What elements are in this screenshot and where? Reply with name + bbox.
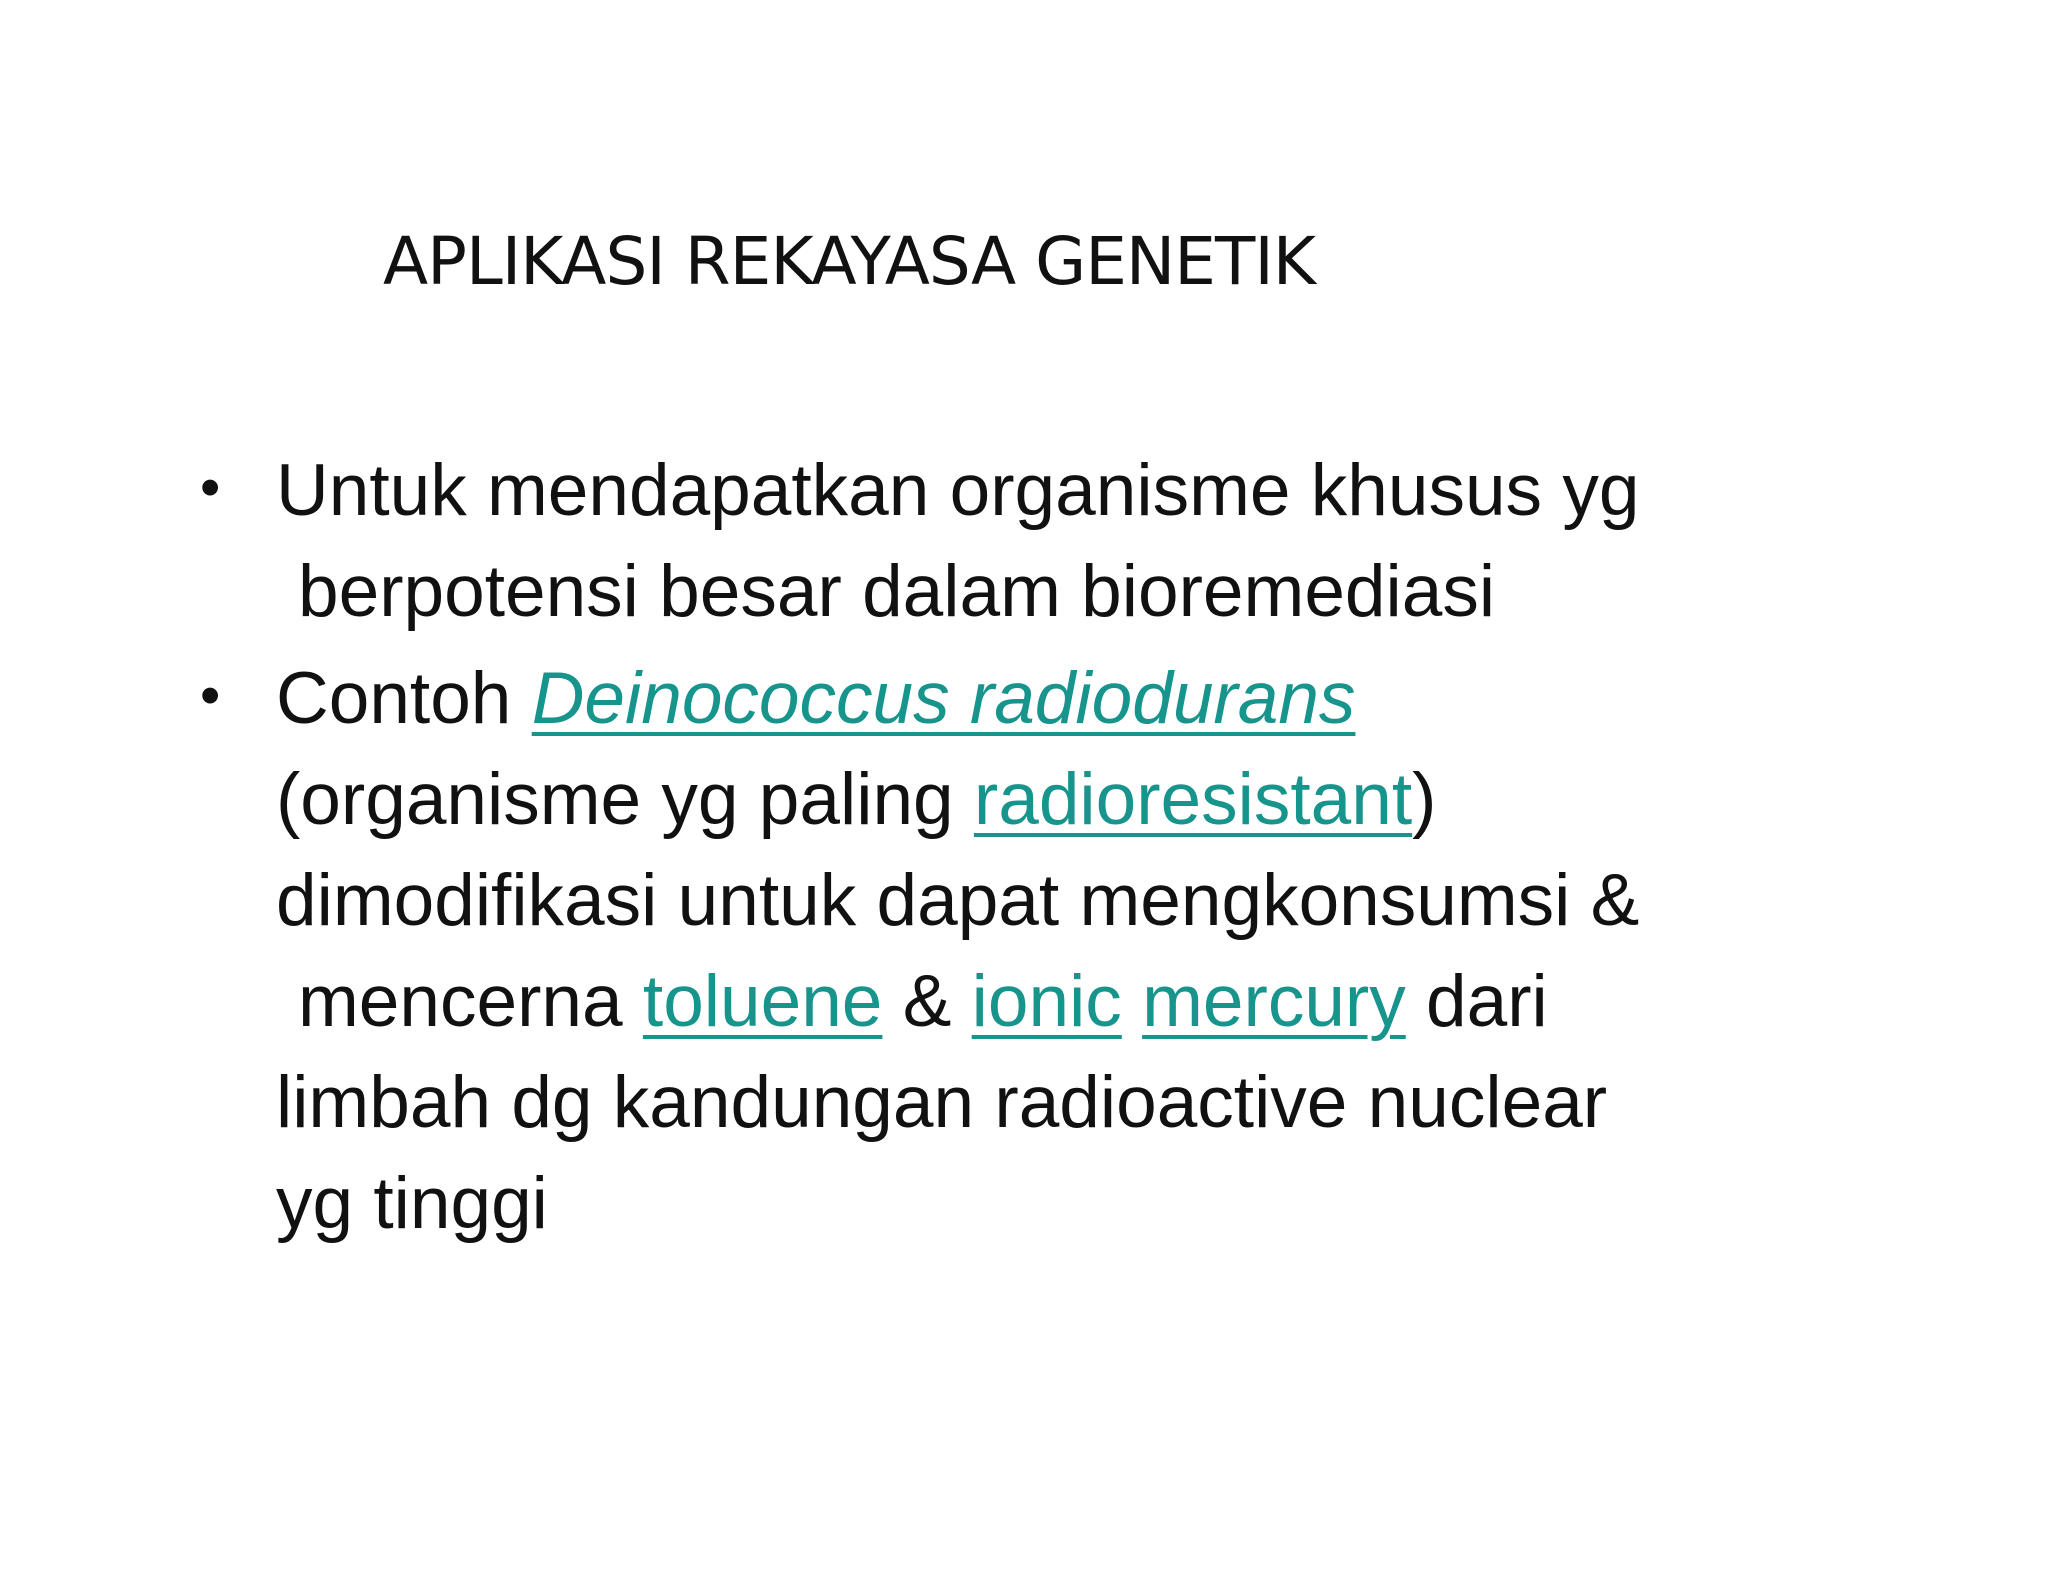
- mencerna-text: mencerna: [298, 961, 643, 1042]
- radioresistant-link[interactable]: radioresistant: [973, 759, 1413, 840]
- bullet-dot: •: [200, 455, 221, 520]
- bullet2-line4: [276, 951, 1639, 1052]
- slide-title: APLIKASI REKAYASA GENETIK: [383, 223, 1316, 300]
- bullet2-line1: [276, 648, 1639, 749]
- space-text: [1122, 961, 1142, 1042]
- mercury-link[interactable]: mercury: [1142, 961, 1406, 1042]
- ionic-link[interactable]: ionic: [971, 961, 1122, 1042]
- bullet1-line2: berpotensi besar dalam bioremediasi: [298, 551, 1496, 632]
- bullet-item-bioremediation: [200, 440, 1639, 642]
- close-paren-text: ): [1412, 759, 1437, 840]
- deinococcus-link[interactable]: Deinococcus radiodurans: [531, 658, 1356, 739]
- toluene-link[interactable]: toluene: [642, 961, 883, 1042]
- ampersand-text: &: [882, 961, 972, 1042]
- bullet-list: [200, 440, 1639, 1254]
- bullet-item-example: [200, 648, 1639, 1254]
- dari-text: dari: [1405, 961, 1548, 1042]
- bullet2-line5: limbah dg kandungan radioactive nuclear: [276, 1062, 1608, 1143]
- bullet2-line3: dimodifikasi untuk dapat mengkonsumsi &: [276, 860, 1640, 941]
- bullet-dot: •: [200, 663, 221, 728]
- bullet1-line1: Untuk mendapatkan organisme khusus yg: [276, 450, 1640, 531]
- bullet2-line2: [276, 749, 1639, 850]
- bullet2-line6: yg tinggi: [276, 1163, 548, 1244]
- organisme-text: (organisme yg paling: [276, 759, 974, 840]
- contoh-text: Contoh: [276, 658, 532, 739]
